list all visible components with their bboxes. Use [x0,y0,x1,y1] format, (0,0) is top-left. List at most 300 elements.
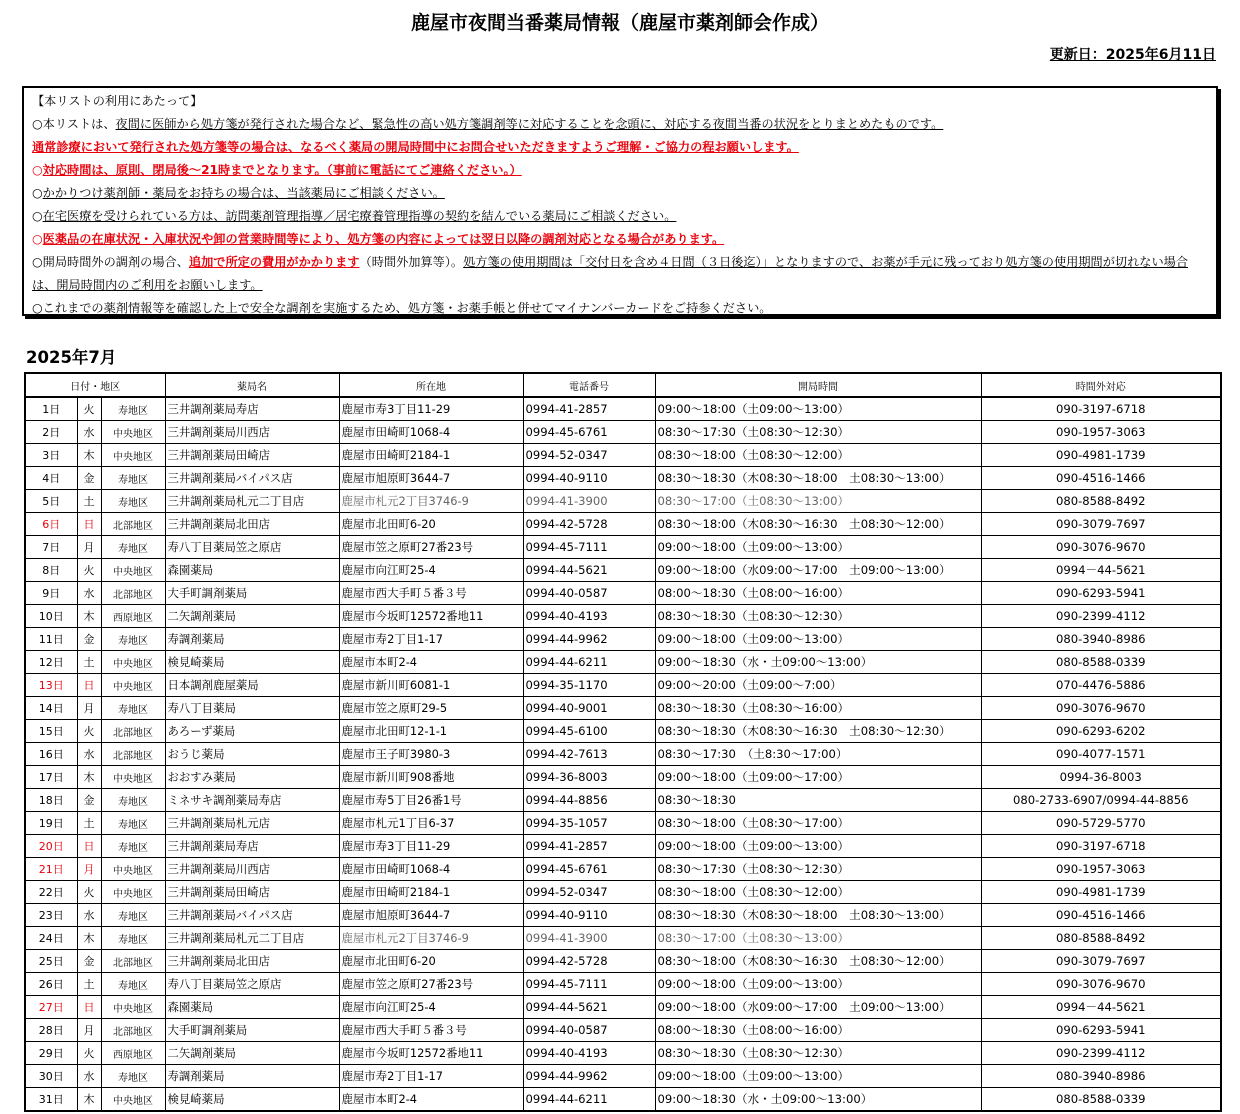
address-cell: 鹿屋市札元2丁目3746-9 [339,927,523,950]
pharmacy-name-cell: 寿調剤薬局 [165,628,339,651]
area-cell: 中央地区 [101,559,165,582]
table-row [25,1019,1221,1042]
weekday-cell: 月 [77,536,101,559]
pharmacy-name-cell: 森園薬局 [165,559,339,582]
pharmacy-name-cell: 寿八丁目薬局笠之原店 [165,973,339,996]
tel-cell: 0994-40-0587 [523,1019,655,1042]
after-hours-cell: 090-4516-1466 [981,467,1221,490]
pharmacy-name-cell: 検見崎薬局 [165,1088,339,1112]
tel-cell: 0994-35-1057 [523,812,655,835]
area-cell: 西原地区 [101,1042,165,1065]
weekday-cell: 土 [77,490,101,513]
table-row [25,789,1221,812]
notice-line-7: ○開局時間外の調剤の場合、追加で所定の費用がかかります（時間外加算等）。処方箋の使用期間は「交付日を含め４日間（３日後迄）」となりますので、お薬が手元に残っており処方箋の使用期間が切れない場合は、開局時間内のご利用をお願いします。 [32,255,1189,292]
weekday-cell: 日 [77,996,101,1019]
pharmacy-name-cell: 三井調剤薬局札元二丁目店 [165,927,339,950]
date-cell: 11日 [25,628,77,651]
pharmacy-name-cell: おおすみ薬局 [165,766,339,789]
table-row [25,1065,1221,1088]
address-cell: 鹿屋市新川町908番地 [339,766,523,789]
date-cell: 8日 [25,559,77,582]
tel-cell: 0994-44-5621 [523,996,655,1019]
date-cell: 19日 [25,812,77,835]
pharmacy-name-cell: ミネサキ調剤薬局寿店 [165,789,339,812]
tel-cell: 0994-42-5728 [523,950,655,973]
weekday-cell: 木 [77,927,101,950]
hours-cell: 09:00～18:00（土09:00～13:00） [655,835,981,858]
area-cell: 寿地区 [101,789,165,812]
date-cell: 28日 [25,1019,77,1042]
hours-cell: 09:00～18:00（水09:00～17:00 土09:00～13:00） [655,559,981,582]
address-cell: 鹿屋市北田町12-1-1 [339,720,523,743]
address-cell: 鹿屋市寿5丁目26番1号 [339,789,523,812]
date-cell: 21日 [25,858,77,881]
after-hours-cell: 090-3076-9670 [981,536,1221,559]
address-cell: 鹿屋市西大手町５番３号 [339,582,523,605]
table-row [25,513,1221,536]
notice-line-6: ○医薬品の在庫状況・入庫状況や卸の営業時間等により、処方箋の内容によっては翌日以降の調剤対応となる場合があります。 [32,232,725,246]
table-row [25,651,1221,674]
date-cell: 1日 [25,397,77,421]
hours-cell: 08:30～17:30 （土8:30～17:00） [655,743,981,766]
pharmacy-name-cell: 二矢調剤薬局 [165,1042,339,1065]
weekday-cell: 金 [77,628,101,651]
area-cell: 北部地区 [101,743,165,766]
table-row [25,1042,1221,1065]
hours-cell: 08:30～18:30（木08:30～18:00 土08:30～13:00） [655,467,981,490]
date-cell: 3日 [25,444,77,467]
date-cell: 30日 [25,1065,77,1088]
weekday-cell: 金 [77,950,101,973]
date-cell: 2日 [25,421,77,444]
weekday-cell: 土 [77,812,101,835]
tel-cell: 0994-44-6211 [523,1088,655,1112]
date-cell: 31日 [25,1088,77,1112]
after-hours-cell: 080-8588-0339 [981,651,1221,674]
date-cell: 24日 [25,927,77,950]
weekday-cell: 木 [77,444,101,467]
date-cell: 10日 [25,605,77,628]
tel-cell: 0994-41-2857 [523,835,655,858]
notice-line-1: ○本リストは、夜間に医師から処方箋が発行された場合など、緊急性の高い処方箋調剤等に対応することを念頭に、対応する夜間当番の状況をとりまとめたものです。 [32,117,944,131]
pharmacy-name-cell: 三井調剤薬局札元店 [165,812,339,835]
pharmacy-name-cell: あろーず薬局 [165,720,339,743]
address-cell: 鹿屋市北田町6-20 [339,950,523,973]
after-hours-cell: 090-5729-5770 [981,812,1221,835]
weekday-cell: 日 [77,835,101,858]
pharmacy-name-cell: おうじ薬局 [165,743,339,766]
tel-cell: 0994-42-7613 [523,743,655,766]
pharmacy-name-cell: 日本調剤鹿屋薬局 [165,674,339,697]
pharmacy-name-cell: 大手町調剤薬局 [165,582,339,605]
area-cell: 北部地区 [101,582,165,605]
weekday-cell: 日 [77,513,101,536]
table-row [25,720,1221,743]
table-row [25,927,1221,950]
weekday-cell: 木 [77,766,101,789]
pharmacy-name-cell: 二矢調剤薬局 [165,605,339,628]
weekday-cell: 金 [77,789,101,812]
date-cell: 25日 [25,950,77,973]
header-date-area: 日付・地区 [25,373,165,397]
weekday-cell: 木 [77,1088,101,1112]
date-cell: 9日 [25,582,77,605]
tel-cell: 0994-45-7111 [523,536,655,559]
table-row [25,950,1221,973]
tel-cell: 0994-45-6761 [523,421,655,444]
weekday-cell: 火 [77,559,101,582]
hours-cell: 08:30～18:30（土08:30～16:00） [655,697,981,720]
hours-cell: 09:00～18:00（土09:00～17:00） [655,766,981,789]
after-hours-cell: 080-8588-8492 [981,490,1221,513]
area-cell: 寿地区 [101,628,165,651]
hours-cell: 08:30～18:30 [655,789,981,812]
notice-line-5: ○在宅医療を受けられている方は、訪問薬剤管理指導／居宅療養管理指導の契約を結んでいる薬局にご相談ください。 [32,209,677,223]
table-row [25,697,1221,720]
area-cell: 寿地区 [101,1065,165,1088]
pharmacy-name-cell: 三井調剤薬局北田店 [165,513,339,536]
hours-cell: 08:30～17:00（土08:30～13:00） [655,927,981,950]
after-hours-cell: 090-3197-6718 [981,835,1221,858]
notice-line-2: 通常診療において発行された処方箋等の場合は、なるべく薬局の開局時間中にお問合せいただきますようご理解・ご協力の程お願いします。 [32,140,799,154]
weekday-cell: 金 [77,467,101,490]
tel-cell: 0994-44-6211 [523,651,655,674]
tel-cell: 0994-45-6100 [523,720,655,743]
area-cell: 中央地区 [101,674,165,697]
area-cell: 北部地区 [101,1019,165,1042]
date-cell: 5日 [25,490,77,513]
table-row [25,397,1221,421]
table-row [25,490,1221,513]
tel-cell: 0994-40-9001 [523,697,655,720]
area-cell: 寿地区 [101,697,165,720]
address-cell: 鹿屋市田崎町1068-4 [339,858,523,881]
pharmacy-name-cell: 検見崎薬局 [165,651,339,674]
area-cell: 寿地区 [101,973,165,996]
page-title: 鹿屋市夜間当番薬局情報（鹿屋市薬剤師会作成） [410,12,829,34]
table-row [25,766,1221,789]
hours-cell: 08:30～18:30（土08:30～12:30） [655,1042,981,1065]
weekday-cell: 火 [77,397,101,421]
area-cell: 北部地区 [101,513,165,536]
weekday-cell: 水 [77,582,101,605]
header-hours: 開局時間 [655,373,981,397]
table-row [25,628,1221,651]
pharmacy-name-cell: 三井調剤薬局田崎店 [165,881,339,904]
tel-cell: 0994-40-9110 [523,467,655,490]
tel-cell: 0994-35-1170 [523,674,655,697]
tel-cell: 0994-40-4193 [523,605,655,628]
address-cell: 鹿屋市今坂町12572番地11 [339,605,523,628]
tel-cell: 0994-41-3900 [523,927,655,950]
weekday-cell: 火 [77,1042,101,1065]
address-cell: 鹿屋市旭原町3644-7 [339,904,523,927]
hours-cell: 08:30～18:00（土08:30～12:00） [655,881,981,904]
after-hours-cell: 090-4516-1466 [981,904,1221,927]
updated-date: 更新日：2025年6月11日 [1049,47,1216,63]
after-hours-cell: 090-6293-5941 [981,1019,1221,1042]
weekday-cell: 木 [77,605,101,628]
table-row [25,444,1221,467]
table-row [25,996,1221,1019]
table-row [25,812,1221,835]
hours-cell: 08:30～17:00（土08:30～13:00） [655,490,981,513]
weekday-cell: 土 [77,651,101,674]
address-cell: 鹿屋市札元1丁目6-37 [339,812,523,835]
pharmacy-name-cell: 寿調剤薬局 [165,1065,339,1088]
after-hours-cell: 090-3079-7697 [981,513,1221,536]
weekday-cell: 水 [77,1065,101,1088]
area-cell: 中央地区 [101,651,165,674]
hours-cell: 08:30～18:00（土08:30～17:00） [655,812,981,835]
area-cell: 北部地区 [101,950,165,973]
header-tel: 電話番号 [523,373,655,397]
address-cell: 鹿屋市寿2丁目1-17 [339,1065,523,1088]
pharmacy-name-cell: 三井調剤薬局バイパス店 [165,904,339,927]
hours-cell: 08:30～18:30（土08:30～12:30） [655,605,981,628]
address-cell: 鹿屋市寿3丁目11-29 [339,835,523,858]
pharmacy-name-cell: 三井調剤薬局田崎店 [165,444,339,467]
table-row [25,973,1221,996]
area-cell: 中央地区 [101,858,165,881]
address-cell: 鹿屋市田崎町2184-1 [339,881,523,904]
after-hours-cell: 090-3076-9670 [981,973,1221,996]
after-hours-cell: 070-4476-5886 [981,674,1221,697]
date-cell: 15日 [25,720,77,743]
weekday-cell: 日 [77,674,101,697]
tel-cell: 0994-52-0347 [523,444,655,467]
date-cell: 27日 [25,996,77,1019]
after-hours-cell: 080-3940-8986 [981,1065,1221,1088]
tel-cell: 0994-41-3900 [523,490,655,513]
address-cell: 鹿屋市今坂町12572番地11 [339,1042,523,1065]
pharmacy-name-cell: 寿八丁目薬局笠之原店 [165,536,339,559]
date-cell: 16日 [25,743,77,766]
address-cell: 鹿屋市寿3丁目11-29 [339,397,523,421]
weekday-cell: 月 [77,697,101,720]
tel-cell: 0994-45-7111 [523,973,655,996]
address-cell: 鹿屋市笠之原町27番23号 [339,973,523,996]
hours-cell: 08:30～17:30（土08:30～12:30） [655,421,981,444]
hours-cell: 09:00～18:00（土09:00～13:00） [655,397,981,421]
hours-cell: 09:00～18:30（水・土09:00～13:00） [655,1088,981,1112]
pharmacy-name-cell: 大手町調剤薬局 [165,1019,339,1042]
hours-cell: 08:30～18:00（木08:30～16:30 土08:30～12:00） [655,513,981,536]
after-hours-cell: 090-2399-4112 [981,605,1221,628]
pharmacy-name-cell: 三井調剤薬局川西店 [165,421,339,444]
table-row [25,1088,1221,1112]
after-hours-cell: 080-3940-8986 [981,628,1221,651]
table-row [25,858,1221,881]
address-cell: 鹿屋市向江町25-4 [339,996,523,1019]
hours-cell: 09:00～18:30（水・土09:00～13:00） [655,651,981,674]
hours-cell: 09:00～18:00（土09:00～13:00） [655,536,981,559]
address-cell: 鹿屋市王子町3980-3 [339,743,523,766]
after-hours-cell: 090-6293-5941 [981,582,1221,605]
hours-cell: 08:30～18:00（土08:30～12:00） [655,444,981,467]
hours-cell: 09:00～18:00（土09:00～13:00） [655,628,981,651]
address-cell: 鹿屋市新川町6081-1 [339,674,523,697]
date-cell: 6日 [25,513,77,536]
table-row [25,559,1221,582]
weekday-cell: 水 [77,904,101,927]
weekday-cell: 火 [77,720,101,743]
table-row [25,421,1221,444]
address-cell: 鹿屋市札元2丁目3746-9 [339,490,523,513]
table-row [25,743,1221,766]
header-pharmacy-name: 薬局名 [165,373,339,397]
area-cell: 寿地区 [101,835,165,858]
tel-cell: 0994-44-9962 [523,628,655,651]
tel-cell: 0994-40-9110 [523,904,655,927]
tel-cell: 0994-40-0587 [523,582,655,605]
after-hours-cell: 0994－44-5621 [981,996,1221,1019]
after-hours-cell: 080-2733-6907/0994-44-8856 [981,789,1221,812]
table-row [25,835,1221,858]
area-cell: 寿地区 [101,490,165,513]
address-cell: 鹿屋市寿2丁目1-17 [339,628,523,651]
hours-cell: 09:00～20:00（土09:00～7:00） [655,674,981,697]
tel-cell: 0994-44-9962 [523,1065,655,1088]
area-cell: 中央地区 [101,444,165,467]
table-row [25,881,1221,904]
address-cell: 鹿屋市旭原町3644-7 [339,467,523,490]
address-cell: 鹿屋市向江町25-4 [339,559,523,582]
area-cell: 西原地区 [101,605,165,628]
area-cell: 中央地区 [101,996,165,1019]
hours-cell: 08:00～18:30（土08:00～16:00） [655,1019,981,1042]
notice-line-4: ○かかりつけ薬剤師・薬局をお持ちの場合は、当該薬局にご相談ください。 [32,186,445,200]
tel-cell: 0994-41-2857 [523,397,655,421]
hours-cell: 08:00～18:30（土08:00～16:00） [655,582,981,605]
notice-line-8: ○これまでの薬剤情報等を確認した上で安全な調剤を実施するため、処方箋・お薬手帳と併せてマイナンバーカードをご持参ください。 [32,301,772,315]
weekday-cell: 水 [77,421,101,444]
area-cell: 中央地区 [101,881,165,904]
area-cell: 中央地区 [101,421,165,444]
tel-cell: 0994-45-6761 [523,858,655,881]
table-header-row [25,373,1221,397]
table-row [25,904,1221,927]
after-hours-cell: 090-3197-6718 [981,397,1221,421]
after-hours-cell: 0994-36-8003 [981,766,1221,789]
hours-cell: 08:30～17:30（土08:30～12:30） [655,858,981,881]
table-row [25,536,1221,559]
tel-cell: 0994-42-5728 [523,513,655,536]
date-cell: 18日 [25,789,77,812]
date-cell: 13日 [25,674,77,697]
area-cell: 寿地区 [101,397,165,421]
pharmacy-name-cell: 三井調剤薬局バイパス店 [165,467,339,490]
after-hours-cell: 090-4981-1739 [981,881,1221,904]
tel-cell: 0994-40-4193 [523,1042,655,1065]
table-row [25,674,1221,697]
after-hours-cell: 080-8588-0339 [981,1088,1221,1112]
area-cell: 中央地区 [101,766,165,789]
date-cell: 22日 [25,881,77,904]
hours-cell: 09:00～18:00（土09:00～13:00） [655,1065,981,1088]
pharmacy-name-cell: 三井調剤薬局寿店 [165,397,339,421]
notice-heading: 【本リストの利用にあたって】 [32,94,203,108]
pharmacy-name-cell: 寿八丁目薬局 [165,697,339,720]
weekday-cell: 土 [77,973,101,996]
schedule-table [24,372,1222,1112]
date-cell: 17日 [25,766,77,789]
area-cell: 寿地区 [101,927,165,950]
address-cell: 鹿屋市笠之原町29-5 [339,697,523,720]
table-row [25,467,1221,490]
after-hours-cell: 090-1957-3063 [981,858,1221,881]
after-hours-cell: 080-8588-8492 [981,927,1221,950]
pharmacy-name-cell: 三井調剤薬局札元二丁目店 [165,490,339,513]
area-cell: 寿地区 [101,812,165,835]
hours-cell: 08:30～18:30（木08:30～18:00 土08:30～13:00） [655,904,981,927]
table-row [25,582,1221,605]
tel-cell: 0994-52-0347 [523,881,655,904]
area-cell: 北部地区 [101,720,165,743]
address-cell: 鹿屋市西大手町５番３号 [339,1019,523,1042]
after-hours-cell: 090-1957-3063 [981,421,1221,444]
after-hours-cell: 090-2399-4112 [981,1042,1221,1065]
hours-cell: 09:00～18:00（水09:00～17:00 土09:00～13:00） [655,996,981,1019]
usage-notice-box [22,86,1218,316]
address-cell: 鹿屋市田崎町2184-1 [339,444,523,467]
date-cell: 29日 [25,1042,77,1065]
notice-line-3: ○対応時間は、原則、閉局後～21時までとなります。（事前に電話にてご連絡ください。） [32,163,522,177]
date-cell: 20日 [25,835,77,858]
area-cell: 寿地区 [101,536,165,559]
header-address: 所在地 [339,373,523,397]
after-hours-cell: 090-3079-7697 [981,950,1221,973]
hours-cell: 08:30～18:00（木08:30～16:30 土08:30～12:00） [655,950,981,973]
pharmacy-name-cell: 三井調剤薬局寿店 [165,835,339,858]
tel-cell: 0994-36-8003 [523,766,655,789]
after-hours-cell: 090-4077-1571 [981,743,1221,766]
date-cell: 12日 [25,651,77,674]
weekday-cell: 月 [77,1019,101,1042]
after-hours-cell: 090-6293-6202 [981,720,1221,743]
address-cell: 鹿屋市本町2-4 [339,1088,523,1112]
date-cell: 14日 [25,697,77,720]
after-hours-cell: 0994－44-5621 [981,559,1221,582]
address-cell: 鹿屋市田崎町1068-4 [339,421,523,444]
header-after-hours: 時間外対応 [981,373,1221,397]
hours-cell: 09:00～18:00（土09:00～13:00） [655,973,981,996]
pharmacy-name-cell: 森園薬局 [165,996,339,1019]
tel-cell: 0994-44-8856 [523,789,655,812]
pharmacy-name-cell: 三井調剤薬局北田店 [165,950,339,973]
tel-cell: 0994-44-5621 [523,559,655,582]
address-cell: 鹿屋市北田町6-20 [339,513,523,536]
hours-cell: 08:30～18:30（木08:30～16:30 土08:30～12:30） [655,720,981,743]
address-cell: 鹿屋市本町2-4 [339,651,523,674]
pharmacy-name-cell: 三井調剤薬局川西店 [165,858,339,881]
after-hours-cell: 090-3076-9670 [981,697,1221,720]
date-cell: 26日 [25,973,77,996]
after-hours-cell: 090-4981-1739 [981,444,1221,467]
table-row [25,605,1221,628]
date-cell: 4日 [25,467,77,490]
area-cell: 寿地区 [101,467,165,490]
month-heading: 2025年7月 [26,348,117,367]
date-cell: 23日 [25,904,77,927]
area-cell: 中央地区 [101,1088,165,1112]
weekday-cell: 月 [77,858,101,881]
weekday-cell: 火 [77,881,101,904]
area-cell: 寿地区 [101,904,165,927]
weekday-cell: 水 [77,743,101,766]
address-cell: 鹿屋市笠之原町27番23号 [339,536,523,559]
date-cell: 7日 [25,536,77,559]
